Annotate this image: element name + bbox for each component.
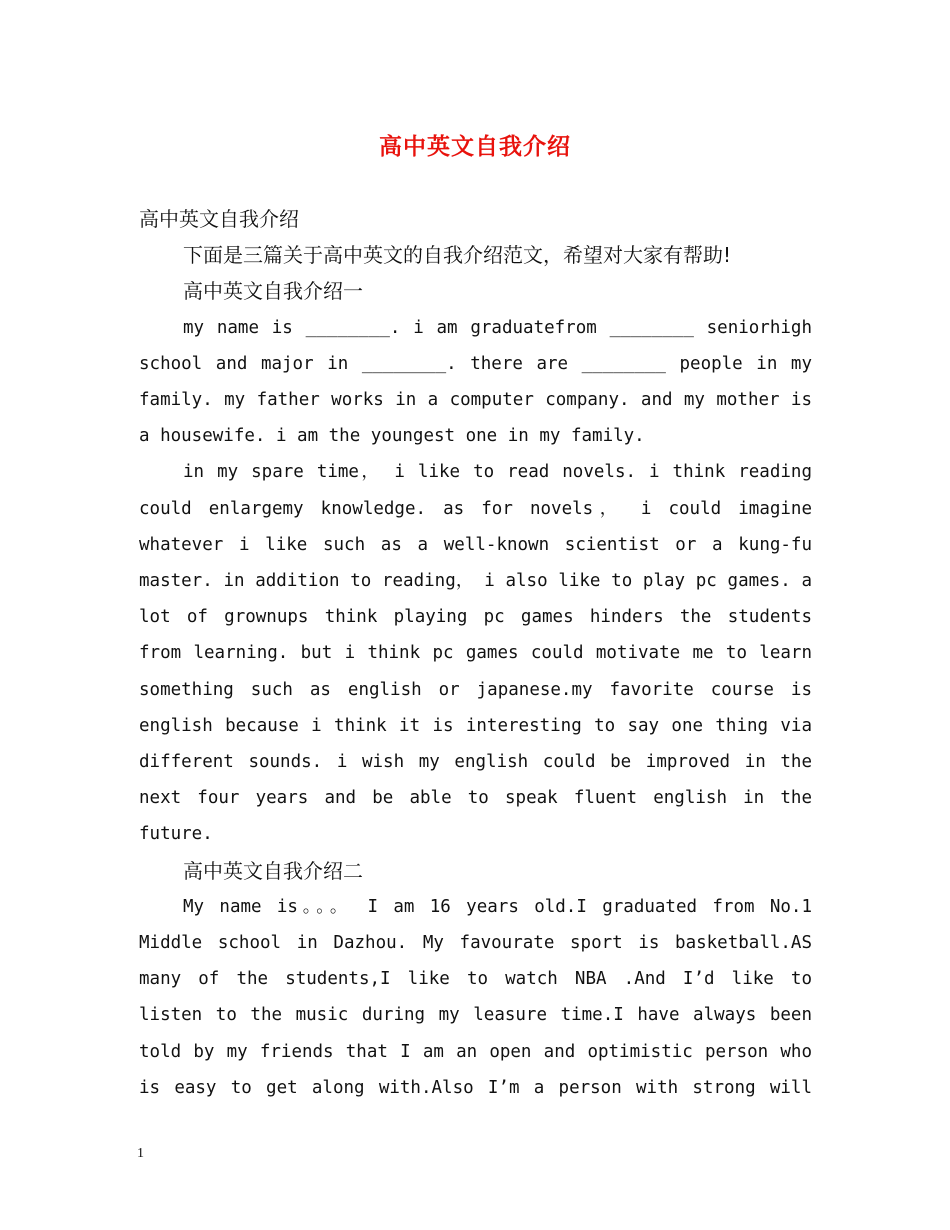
section-1-paragraph-1: my name is ________. i am graduatefrom ________ seniorhigh school and major in ________. there are ________ people in my family. my father works in a computer company. and my mother is a housewife. i am the youngest one in my family. [139,317,812,447]
document-body [139,201,812,1106]
section-heading-2: 高中英文自我介绍二 [183,858,363,883]
section-1-paragraph-2: in my spare time， i like to read novels. i think reading could enlargemy knowledge. as for novels， i could imagine whatever i like such as a well-known scientist or a kung-fu master. in addition to reading， i also like to play pc games. a lot of grownups think playing pc games hinders the students from learning. but i think pc games could motivate me to learn something such as english or japanese.my favorite course is english because i think it is interesting to say one thing via different sounds. i wish my english could be improved in the next four years and be able to speak fluent english in the future. [139,462,812,845]
page-number: 1 [137,1146,144,1161]
intro-text: 下面是三篇关于高中英文的自我介绍范文，希望对大家有帮助! [183,243,732,268]
section-heading-1: 高中英文自我介绍一 [183,279,363,304]
document-subtitle: 高中英文自我介绍 [139,207,299,231]
page-title: 高中英文自我介绍 [379,133,571,160]
section-2-paragraph-1: My name is。。。 I am 16 years old.I graduated from No.1 Middle school in Dazhou. My favourate sport is basketball.AS many of the students,I like to watch NBA .And I’d like to listen to the music during my leasure time.I have always been told by my friends that I am an open and optimistic person who is easy to get along with.Also I’m a person with strong will [139,896,812,1098]
